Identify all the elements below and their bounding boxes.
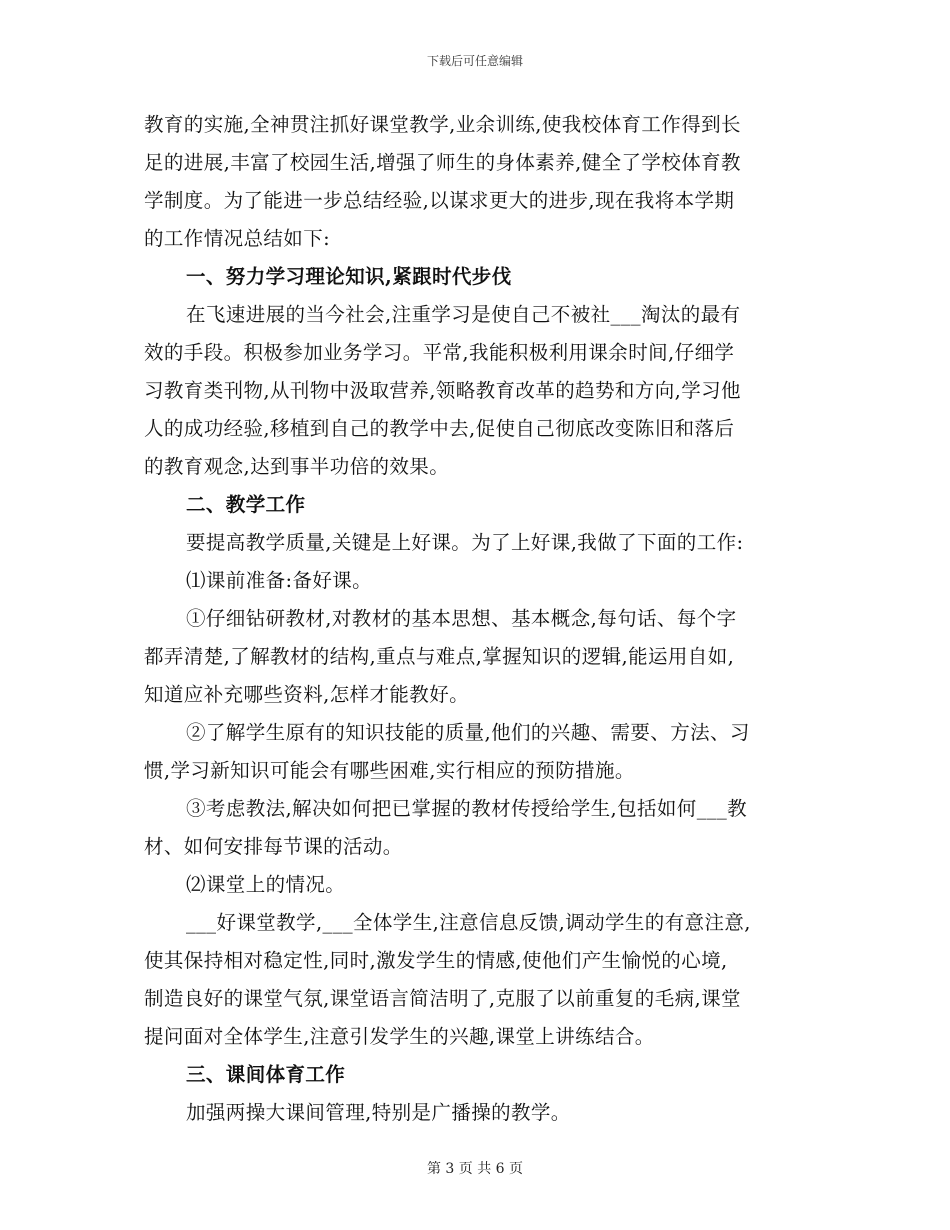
body-line: 学制度。为了能进一步总结经验,以谋求更大的进步,现在我将本学期 bbox=[144, 189, 735, 212]
page-number: 第 3 页 共 6 页 bbox=[426, 1161, 524, 1177]
section-heading-1: 一、努力学习理论知识,紧跟时代步伐 bbox=[186, 265, 512, 288]
body-line: 加强两操大课间管理,特别是广播操的教学。 bbox=[186, 1101, 571, 1124]
body-line: 的教育观念,达到事半功倍的效果。 bbox=[144, 455, 450, 478]
body-line: 在飞速进展的当今社会,注重学习是使自己不被社___淘汰的最有 bbox=[186, 303, 741, 326]
body-line: 习教育类刊物,从刊物中汲取营养,领略教育改革的趋势和方向,学习他 bbox=[144, 379, 741, 402]
body-line: 使其保持相对稳定性,同时,激发学生的情感,使他们产生愉悦的心境, bbox=[144, 949, 728, 972]
body-line: 材、如何安排每节课的活动。 bbox=[144, 835, 403, 858]
body-line: 要提高教学质量,关键是上好课。为了上好课,我做了下面的工作: bbox=[186, 531, 744, 554]
body-line: 惯,学习新知识可能会有哪些困难,实行相应的预防措施。 bbox=[144, 759, 635, 782]
sub-heading: ⑵课堂上的情况。 bbox=[186, 873, 346, 896]
list-item: ②了解学生原有的知识技能的质量,他们的兴趣、需要、方法、习 bbox=[186, 721, 750, 744]
section-heading-3: 三、课间体育工作 bbox=[186, 1063, 346, 1086]
body-line: 都弄清楚,了解教材的结构,重点与难点,掌握知识的逻辑,能运用自如, bbox=[144, 645, 735, 668]
document-body bbox=[144, 110, 814, 1136]
list-item: ①仔细钻研教材,对教材的基本思想、基本概念,每句话、每个字 bbox=[186, 607, 737, 630]
body-line: 效的手段。积极参加业务学习。平常,我能积极利用课余时间,仔细学 bbox=[144, 341, 735, 364]
body-line: 制造良好的课堂气氛,课堂语言简洁明了,克服了以前重复的毛病,课堂 bbox=[144, 987, 741, 1010]
page-header: 下载后可任意编辑 bbox=[426, 54, 523, 68]
body-line: 提问面对全体学生,注意引发学生的兴趣,课堂上讲练结合。 bbox=[144, 1025, 655, 1048]
list-item: ③考虑教法,解决如何把已掌握的教材传授给学生,包括如何___教 bbox=[186, 797, 748, 820]
body-line: ___好课堂教学,___全体学生,注意信息反馈,调动学生的有意注意, bbox=[186, 911, 751, 934]
body-line: 知道应补充哪些资料,怎样才能教好。 bbox=[144, 683, 469, 706]
body-line: 足的进展,丰富了校园生活,增强了师生的身体素养,健全了学校体育教 bbox=[144, 151, 741, 174]
section-heading-2: 二、教学工作 bbox=[186, 493, 306, 516]
sub-heading: ⑴课前准备:备好课。 bbox=[186, 569, 373, 592]
body-line: 的工作情况总结如下: bbox=[144, 227, 331, 250]
body-line: 教育的实施,全神贯注抓好课堂教学,业余训练,使我校体育工作得到长 bbox=[144, 113, 741, 136]
body-line: 人的成功经验,移植到自己的教学中去,促使自己彻底改变陈旧和落后 bbox=[144, 417, 735, 440]
